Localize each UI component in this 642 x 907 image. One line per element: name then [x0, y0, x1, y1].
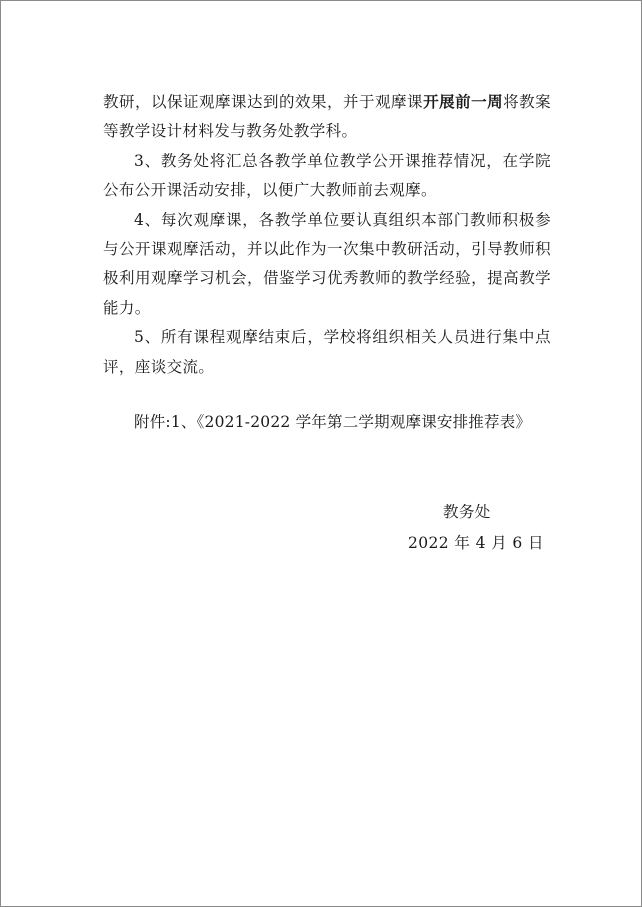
paragraph-text-after: 将教案等教学设计材料发与教务处教学科。	[103, 93, 551, 141]
document-body	[103, 87, 551, 382]
paragraph-item-4: 4、每次观摩课，各教学单位要认真组织本部门教师积极参与公开课观摩活动，并以此作为一次集中教研活动，引导教师积极利用观摩学习机会，借鉴学习优秀教师的教学经验，提高教学能力。	[103, 210, 551, 317]
paragraph-item-5: 5、所有课程观摩结束后，学校将组织相关人员进行集中点评，座谈交流。	[103, 328, 551, 376]
attachment-line: 附件:1、《2021-2022 学年第二学期观摩课安排推荐表》	[134, 413, 532, 431]
signature-date: 2022 年 4 月 6 日	[408, 534, 544, 552]
paragraph-text-before: 教研，以保证观摩课达到的效果，并于观摩课	[103, 93, 424, 111]
paragraph-item-3: 3、教务处将汇总各教学单位教学公开课推荐情况，在学院公布公开课活动安排，以便广大教师前去观摩。	[103, 151, 551, 200]
paragraph-continuation	[103, 87, 551, 147]
paragraph-bold-emphasis: 开展前一周	[423, 92, 504, 111]
signature-department: 教务处	[443, 503, 491, 521]
